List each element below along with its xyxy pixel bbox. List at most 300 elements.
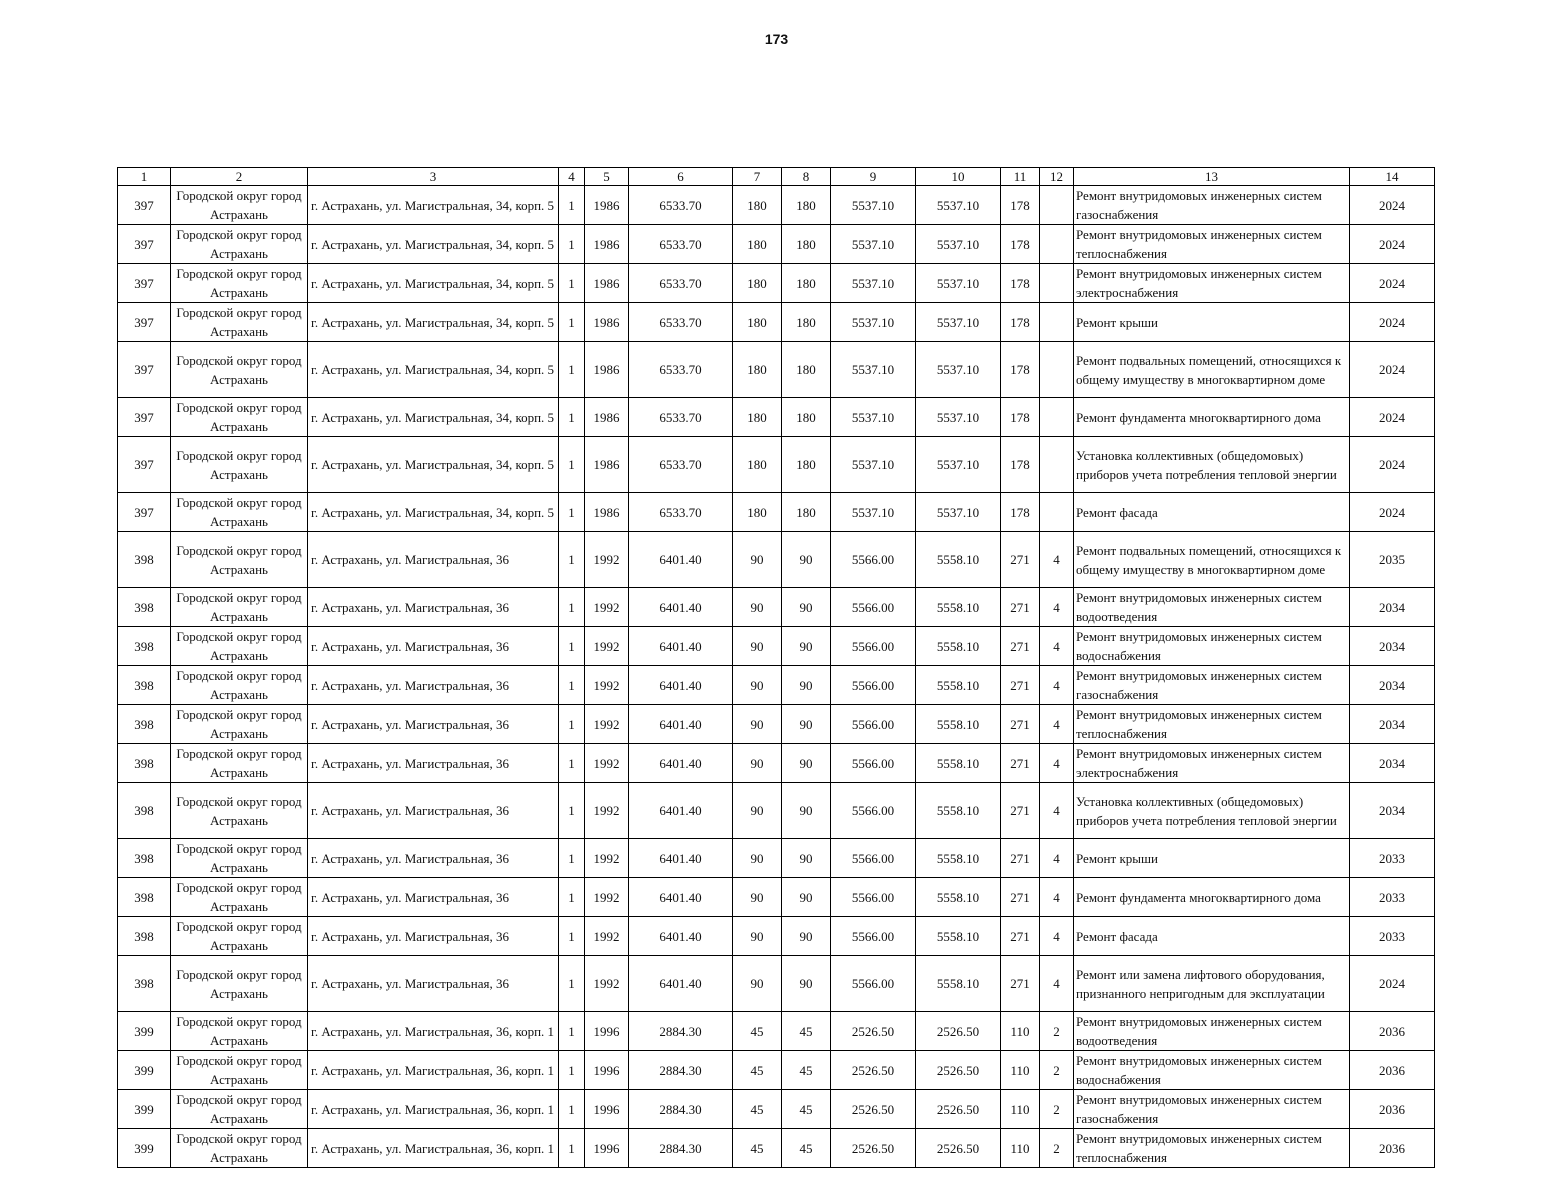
area-residential-cell: 2526.50 — [916, 1051, 1001, 1090]
year-cell: 1996 — [585, 1051, 629, 1090]
planned-year-cell: 2024 — [1350, 956, 1435, 1012]
year-cell: 1986 — [585, 264, 629, 303]
address-cell: г. Астрахань, ул. Магистральная, 34, корп. 5 — [308, 342, 559, 398]
table-row — [118, 1129, 1435, 1168]
planned-year-cell: 2036 — [1350, 1129, 1435, 1168]
column-8-cell: 180 — [782, 493, 831, 532]
municipality-cell: Городской округ город Астрахань — [171, 744, 308, 783]
capital-repair-table — [117, 167, 1435, 1168]
row-number-cell: 398 — [118, 744, 171, 783]
table-row — [118, 878, 1435, 917]
year-cell: 1986 — [585, 225, 629, 264]
repair-type-cell: Ремонт внутридомовых инженерных систем газоснабжения — [1074, 186, 1350, 225]
table-row — [118, 839, 1435, 878]
address-cell: г. Астрахань, ул. Магистральная, 36, корп. 1 — [308, 1012, 559, 1051]
column-header: 2 — [171, 168, 308, 186]
area-total-cell: 2884.30 — [629, 1090, 733, 1129]
address-cell: г. Астрахань, ул. Магистральная, 36 — [308, 917, 559, 956]
area-residential-cell: 5558.10 — [916, 744, 1001, 783]
residents-cell: 271 — [1001, 705, 1040, 744]
table-row — [118, 342, 1435, 398]
repair-type-cell: Ремонт внутридомовых инженерных систем водоотведения — [1074, 1012, 1350, 1051]
row-number-cell: 397 — [118, 437, 171, 493]
municipality-cell: Городской округ город Астрахань — [171, 627, 308, 666]
column-4-cell: 1 — [559, 437, 585, 493]
year-cell: 1992 — [585, 917, 629, 956]
area-residential-cell: 5537.10 — [916, 225, 1001, 264]
address-cell: г. Астрахань, ул. Магистральная, 36, корп. 1 — [308, 1051, 559, 1090]
address-cell: г. Астрахань, ул. Магистральная, 34, корп. 5 — [308, 398, 559, 437]
repair-type-cell: Ремонт подвальных помещений, относящихся к общему имуществу в многоквартирном доме — [1074, 532, 1350, 588]
page-number: 173 — [764, 31, 789, 47]
area-living-cell: 5537.10 — [831, 342, 916, 398]
column-12-cell — [1040, 342, 1074, 398]
column-12-cell — [1040, 493, 1074, 532]
area-residential-cell: 5558.10 — [916, 917, 1001, 956]
municipality-cell: Городской округ город Астрахань — [171, 1051, 308, 1090]
year-cell: 1986 — [585, 398, 629, 437]
address-cell: г. Астрахань, ул. Магистральная, 34, корп. 5 — [308, 303, 559, 342]
repair-type-cell: Ремонт крыши — [1074, 303, 1350, 342]
column-8-cell: 180 — [782, 303, 831, 342]
column-7-cell: 90 — [733, 588, 782, 627]
year-cell: 1996 — [585, 1090, 629, 1129]
column-12-cell — [1040, 303, 1074, 342]
column-8-cell: 90 — [782, 839, 831, 878]
residents-cell: 178 — [1001, 398, 1040, 437]
row-number-cell: 397 — [118, 342, 171, 398]
residents-cell: 271 — [1001, 744, 1040, 783]
table-row — [118, 956, 1435, 1012]
table-row — [118, 532, 1435, 588]
column-4-cell: 1 — [559, 588, 585, 627]
address-cell: г. Астрахань, ул. Магистральная, 36 — [308, 588, 559, 627]
column-4-cell: 1 — [559, 303, 585, 342]
address-cell: г. Астрахань, ул. Магистральная, 36 — [308, 744, 559, 783]
table-row — [118, 303, 1435, 342]
column-header: 11 — [1001, 168, 1040, 186]
municipality-cell: Городской округ город Астрахань — [171, 705, 308, 744]
column-7-cell: 180 — [733, 493, 782, 532]
row-number-cell: 399 — [118, 1090, 171, 1129]
area-total-cell: 2884.30 — [629, 1129, 733, 1168]
year-cell: 1996 — [585, 1129, 629, 1168]
column-8-cell: 45 — [782, 1051, 831, 1090]
residents-cell: 110 — [1001, 1090, 1040, 1129]
column-4-cell: 1 — [559, 917, 585, 956]
table-row — [118, 437, 1435, 493]
column-4-cell: 1 — [559, 1129, 585, 1168]
header-row — [118, 168, 1435, 186]
column-4-cell: 1 — [559, 878, 585, 917]
residents-cell: 271 — [1001, 956, 1040, 1012]
table-row — [118, 705, 1435, 744]
planned-year-cell: 2024 — [1350, 186, 1435, 225]
column-8-cell: 90 — [782, 532, 831, 588]
row-number-cell: 398 — [118, 839, 171, 878]
column-8-cell: 180 — [782, 398, 831, 437]
year-cell: 1992 — [585, 588, 629, 627]
year-cell: 1986 — [585, 493, 629, 532]
row-number-cell: 397 — [118, 493, 171, 532]
column-header: 4 — [559, 168, 585, 186]
repair-type-cell: Ремонт фасада — [1074, 917, 1350, 956]
row-number-cell: 398 — [118, 783, 171, 839]
column-4-cell: 1 — [559, 398, 585, 437]
area-total-cell: 6533.70 — [629, 398, 733, 437]
municipality-cell: Городской округ город Астрахань — [171, 783, 308, 839]
area-living-cell: 5537.10 — [831, 398, 916, 437]
address-cell: г. Астрахань, ул. Магистральная, 34, корп. 5 — [308, 225, 559, 264]
row-number-cell: 397 — [118, 186, 171, 225]
column-4-cell: 1 — [559, 956, 585, 1012]
repair-type-cell: Установка коллективных (общедомовых) приборов учета потребления тепловой энергии — [1074, 783, 1350, 839]
residents-cell: 178 — [1001, 437, 1040, 493]
area-total-cell: 6533.70 — [629, 186, 733, 225]
address-cell: г. Астрахань, ул. Магистральная, 36 — [308, 532, 559, 588]
repair-type-cell: Ремонт крыши — [1074, 839, 1350, 878]
planned-year-cell: 2024 — [1350, 398, 1435, 437]
area-total-cell: 6401.40 — [629, 627, 733, 666]
column-4-cell: 1 — [559, 1051, 585, 1090]
column-8-cell: 180 — [782, 342, 831, 398]
column-7-cell: 90 — [733, 705, 782, 744]
address-cell: г. Астрахань, ул. Магистральная, 34, корп. 5 — [308, 186, 559, 225]
repair-type-cell: Ремонт фасада — [1074, 493, 1350, 532]
column-7-cell: 90 — [733, 878, 782, 917]
area-living-cell: 5537.10 — [831, 264, 916, 303]
column-4-cell: 1 — [559, 839, 585, 878]
residents-cell: 271 — [1001, 588, 1040, 627]
municipality-cell: Городской округ город Астрахань — [171, 1012, 308, 1051]
residents-cell: 271 — [1001, 627, 1040, 666]
column-8-cell: 90 — [782, 956, 831, 1012]
municipality-cell: Городской округ город Астрахань — [171, 398, 308, 437]
area-residential-cell: 2526.50 — [916, 1090, 1001, 1129]
area-total-cell: 6401.40 — [629, 705, 733, 744]
column-header: 7 — [733, 168, 782, 186]
column-12-cell: 4 — [1040, 878, 1074, 917]
repair-type-cell: Ремонт внутридомовых инженерных систем электроснабжения — [1074, 264, 1350, 303]
area-residential-cell: 5558.10 — [916, 705, 1001, 744]
column-8-cell: 180 — [782, 437, 831, 493]
municipality-cell: Городской округ город Астрахань — [171, 186, 308, 225]
area-total-cell: 6533.70 — [629, 493, 733, 532]
address-cell: г. Астрахань, ул. Магистральная, 36 — [308, 666, 559, 705]
area-living-cell: 5537.10 — [831, 303, 916, 342]
table-row — [118, 493, 1435, 532]
column-header: 14 — [1350, 168, 1435, 186]
planned-year-cell: 2036 — [1350, 1012, 1435, 1051]
column-4-cell: 1 — [559, 627, 585, 666]
row-number-cell: 398 — [118, 588, 171, 627]
area-living-cell: 5566.00 — [831, 956, 916, 1012]
column-8-cell: 90 — [782, 627, 831, 666]
row-number-cell: 398 — [118, 666, 171, 705]
column-4-cell: 1 — [559, 264, 585, 303]
municipality-cell: Городской округ город Астрахань — [171, 437, 308, 493]
area-total-cell: 6533.70 — [629, 264, 733, 303]
column-7-cell: 180 — [733, 225, 782, 264]
column-7-cell: 180 — [733, 186, 782, 225]
municipality-cell: Городской округ город Астрахань — [171, 1129, 308, 1168]
column-4-cell: 1 — [559, 1012, 585, 1051]
column-12-cell — [1040, 398, 1074, 437]
address-cell: г. Астрахань, ул. Магистральная, 34, корп. 5 — [308, 437, 559, 493]
column-7-cell: 180 — [733, 398, 782, 437]
area-residential-cell: 2526.50 — [916, 1129, 1001, 1168]
area-living-cell: 5566.00 — [831, 627, 916, 666]
area-total-cell: 6401.40 — [629, 744, 733, 783]
residents-cell: 110 — [1001, 1051, 1040, 1090]
table-row — [118, 225, 1435, 264]
residents-cell: 178 — [1001, 493, 1040, 532]
planned-year-cell: 2034 — [1350, 666, 1435, 705]
repair-type-cell: Ремонт внутридомовых инженерных систем теплоснабжения — [1074, 225, 1350, 264]
table-body — [118, 186, 1435, 1168]
column-12-cell: 4 — [1040, 956, 1074, 1012]
column-header: 5 — [585, 168, 629, 186]
year-cell: 1992 — [585, 878, 629, 917]
column-12-cell: 2 — [1040, 1012, 1074, 1051]
repair-type-cell: Ремонт внутридомовых инженерных систем теплоснабжения — [1074, 705, 1350, 744]
year-cell: 1992 — [585, 627, 629, 666]
column-7-cell: 180 — [733, 264, 782, 303]
municipality-cell: Городской округ город Астрахань — [171, 342, 308, 398]
address-cell: г. Астрахань, ул. Магистральная, 36 — [308, 839, 559, 878]
column-7-cell: 90 — [733, 744, 782, 783]
column-8-cell: 45 — [782, 1090, 831, 1129]
area-living-cell: 5537.10 — [831, 437, 916, 493]
residents-cell: 271 — [1001, 839, 1040, 878]
planned-year-cell: 2034 — [1350, 588, 1435, 627]
column-7-cell: 45 — [733, 1090, 782, 1129]
area-total-cell: 6401.40 — [629, 839, 733, 878]
address-cell: г. Астрахань, ул. Магистральная, 34, корп. 5 — [308, 264, 559, 303]
column-8-cell: 90 — [782, 878, 831, 917]
planned-year-cell: 2034 — [1350, 627, 1435, 666]
residents-cell: 178 — [1001, 303, 1040, 342]
area-residential-cell: 5537.10 — [916, 264, 1001, 303]
area-living-cell: 5537.10 — [831, 186, 916, 225]
table-row — [118, 783, 1435, 839]
repair-type-cell: Установка коллективных (общедомовых) приборов учета потребления тепловой энергии — [1074, 437, 1350, 493]
column-7-cell: 180 — [733, 342, 782, 398]
area-residential-cell: 5537.10 — [916, 342, 1001, 398]
area-residential-cell: 5537.10 — [916, 493, 1001, 532]
column-12-cell: 4 — [1040, 532, 1074, 588]
table-row — [118, 1051, 1435, 1090]
repair-type-cell: Ремонт подвальных помещений, относящихся к общему имуществу в многоквартирном доме — [1074, 342, 1350, 398]
planned-year-cell: 2024 — [1350, 264, 1435, 303]
column-7-cell: 90 — [733, 839, 782, 878]
area-living-cell: 2526.50 — [831, 1090, 916, 1129]
repair-type-cell: Ремонт внутридомовых инженерных систем водоснабжения — [1074, 1051, 1350, 1090]
year-cell: 1996 — [585, 1012, 629, 1051]
municipality-cell: Городской округ город Астрахань — [171, 1090, 308, 1129]
row-number-cell: 398 — [118, 917, 171, 956]
row-number-cell: 398 — [118, 878, 171, 917]
area-total-cell: 6401.40 — [629, 666, 733, 705]
column-header: 10 — [916, 168, 1001, 186]
planned-year-cell: 2036 — [1350, 1090, 1435, 1129]
column-8-cell: 180 — [782, 225, 831, 264]
column-7-cell: 45 — [733, 1012, 782, 1051]
area-residential-cell: 5558.10 — [916, 878, 1001, 917]
column-4-cell: 1 — [559, 666, 585, 705]
column-8-cell: 180 — [782, 186, 831, 225]
table-row — [118, 627, 1435, 666]
municipality-cell: Городской округ город Астрахань — [171, 493, 308, 532]
municipality-cell: Городской округ город Астрахань — [171, 839, 308, 878]
repair-type-cell: Ремонт внутридомовых инженерных систем электроснабжения — [1074, 744, 1350, 783]
municipality-cell: Городской округ город Астрахань — [171, 917, 308, 956]
column-8-cell: 180 — [782, 264, 831, 303]
planned-year-cell: 2034 — [1350, 744, 1435, 783]
column-8-cell: 90 — [782, 666, 831, 705]
column-4-cell: 1 — [559, 342, 585, 398]
year-cell: 1992 — [585, 744, 629, 783]
column-7-cell: 180 — [733, 437, 782, 493]
area-living-cell: 5566.00 — [831, 839, 916, 878]
area-residential-cell: 5558.10 — [916, 783, 1001, 839]
address-cell: г. Астрахань, ул. Магистральная, 36, корп. 1 — [308, 1090, 559, 1129]
year-cell: 1986 — [585, 186, 629, 225]
row-number-cell: 397 — [118, 264, 171, 303]
column-4-cell: 1 — [559, 532, 585, 588]
residents-cell: 110 — [1001, 1129, 1040, 1168]
repair-type-cell: Ремонт фундамента многоквартирного дома — [1074, 398, 1350, 437]
area-residential-cell: 2526.50 — [916, 1012, 1001, 1051]
repair-type-cell: Ремонт внутридомовых инженерных систем водоснабжения — [1074, 627, 1350, 666]
column-8-cell: 45 — [782, 1012, 831, 1051]
column-header: 1 — [118, 168, 171, 186]
area-total-cell: 6533.70 — [629, 342, 733, 398]
repair-type-cell: Ремонт или замена лифтового оборудования, признанного непригодным для эксплуатации — [1074, 956, 1350, 1012]
column-4-cell: 1 — [559, 705, 585, 744]
row-number-cell: 397 — [118, 398, 171, 437]
area-residential-cell: 5558.10 — [916, 956, 1001, 1012]
column-7-cell: 90 — [733, 666, 782, 705]
address-cell: г. Астрахань, ул. Магистральная, 36 — [308, 627, 559, 666]
area-total-cell: 2884.30 — [629, 1051, 733, 1090]
municipality-cell: Городской округ город Астрахань — [171, 666, 308, 705]
area-living-cell: 5537.10 — [831, 225, 916, 264]
municipality-cell: Городской округ город Астрахань — [171, 878, 308, 917]
column-12-cell: 2 — [1040, 1090, 1074, 1129]
planned-year-cell: 2033 — [1350, 878, 1435, 917]
row-number-cell: 397 — [118, 225, 171, 264]
area-residential-cell: 5558.10 — [916, 627, 1001, 666]
area-residential-cell: 5558.10 — [916, 839, 1001, 878]
column-12-cell: 4 — [1040, 783, 1074, 839]
column-12-cell — [1040, 264, 1074, 303]
area-total-cell: 6401.40 — [629, 588, 733, 627]
area-living-cell: 5566.00 — [831, 705, 916, 744]
planned-year-cell: 2036 — [1350, 1051, 1435, 1090]
area-residential-cell: 5558.10 — [916, 588, 1001, 627]
residents-cell: 110 — [1001, 1012, 1040, 1051]
planned-year-cell: 2034 — [1350, 705, 1435, 744]
year-cell: 1992 — [585, 532, 629, 588]
column-12-cell: 4 — [1040, 666, 1074, 705]
column-12-cell: 4 — [1040, 917, 1074, 956]
column-12-cell — [1040, 225, 1074, 264]
column-7-cell: 90 — [733, 956, 782, 1012]
area-residential-cell: 5558.10 — [916, 666, 1001, 705]
column-header: 6 — [629, 168, 733, 186]
municipality-cell: Городской округ город Астрахань — [171, 956, 308, 1012]
column-8-cell: 45 — [782, 1129, 831, 1168]
repair-type-cell: Ремонт внутридомовых инженерных систем водоотведения — [1074, 588, 1350, 627]
address-cell: г. Астрахань, ул. Магистральная, 36, корп. 1 — [308, 1129, 559, 1168]
municipality-cell: Городской округ город Астрахань — [171, 303, 308, 342]
column-8-cell: 90 — [782, 705, 831, 744]
year-cell: 1992 — [585, 783, 629, 839]
area-living-cell: 2526.50 — [831, 1012, 916, 1051]
municipality-cell: Городской округ город Астрахань — [171, 532, 308, 588]
area-total-cell: 6401.40 — [629, 956, 733, 1012]
area-residential-cell: 5537.10 — [916, 398, 1001, 437]
column-12-cell: 2 — [1040, 1051, 1074, 1090]
area-living-cell: 5566.00 — [831, 744, 916, 783]
planned-year-cell: 2024 — [1350, 493, 1435, 532]
repair-type-cell: Ремонт внутридомовых инженерных систем газоснабжения — [1074, 1090, 1350, 1129]
row-number-cell: 397 — [118, 303, 171, 342]
area-total-cell: 6533.70 — [629, 437, 733, 493]
area-living-cell: 5537.10 — [831, 493, 916, 532]
area-living-cell: 5566.00 — [831, 532, 916, 588]
area-residential-cell: 5537.10 — [916, 437, 1001, 493]
residents-cell: 271 — [1001, 532, 1040, 588]
residents-cell: 271 — [1001, 666, 1040, 705]
year-cell: 1992 — [585, 956, 629, 1012]
column-4-cell: 1 — [559, 783, 585, 839]
column-7-cell: 45 — [733, 1051, 782, 1090]
area-living-cell: 2526.50 — [831, 1051, 916, 1090]
area-residential-cell: 5537.10 — [916, 303, 1001, 342]
column-7-cell: 180 — [733, 303, 782, 342]
planned-year-cell: 2035 — [1350, 532, 1435, 588]
column-4-cell: 1 — [559, 744, 585, 783]
column-4-cell: 1 — [559, 1090, 585, 1129]
column-header: 9 — [831, 168, 916, 186]
area-total-cell: 6401.40 — [629, 917, 733, 956]
municipality-cell: Городской округ город Астрахань — [171, 588, 308, 627]
column-12-cell: 4 — [1040, 705, 1074, 744]
address-cell: г. Астрахань, ул. Магистральная, 34, корп. 5 — [308, 493, 559, 532]
residents-cell: 271 — [1001, 917, 1040, 956]
repair-type-cell: Ремонт внутридомовых инженерных систем газоснабжения — [1074, 666, 1350, 705]
area-total-cell: 6533.70 — [629, 225, 733, 264]
year-cell: 1986 — [585, 303, 629, 342]
year-cell: 1986 — [585, 437, 629, 493]
area-living-cell: 2526.50 — [831, 1129, 916, 1168]
table-row — [118, 1012, 1435, 1051]
column-header: 12 — [1040, 168, 1074, 186]
column-8-cell: 90 — [782, 783, 831, 839]
table-row — [118, 744, 1435, 783]
row-number-cell: 398 — [118, 627, 171, 666]
table-row — [118, 917, 1435, 956]
planned-year-cell: 2034 — [1350, 783, 1435, 839]
column-12-cell: 4 — [1040, 588, 1074, 627]
column-4-cell: 1 — [559, 225, 585, 264]
column-12-cell: 2 — [1040, 1129, 1074, 1168]
column-7-cell: 90 — [733, 917, 782, 956]
column-header: 8 — [782, 168, 831, 186]
row-number-cell: 399 — [118, 1129, 171, 1168]
